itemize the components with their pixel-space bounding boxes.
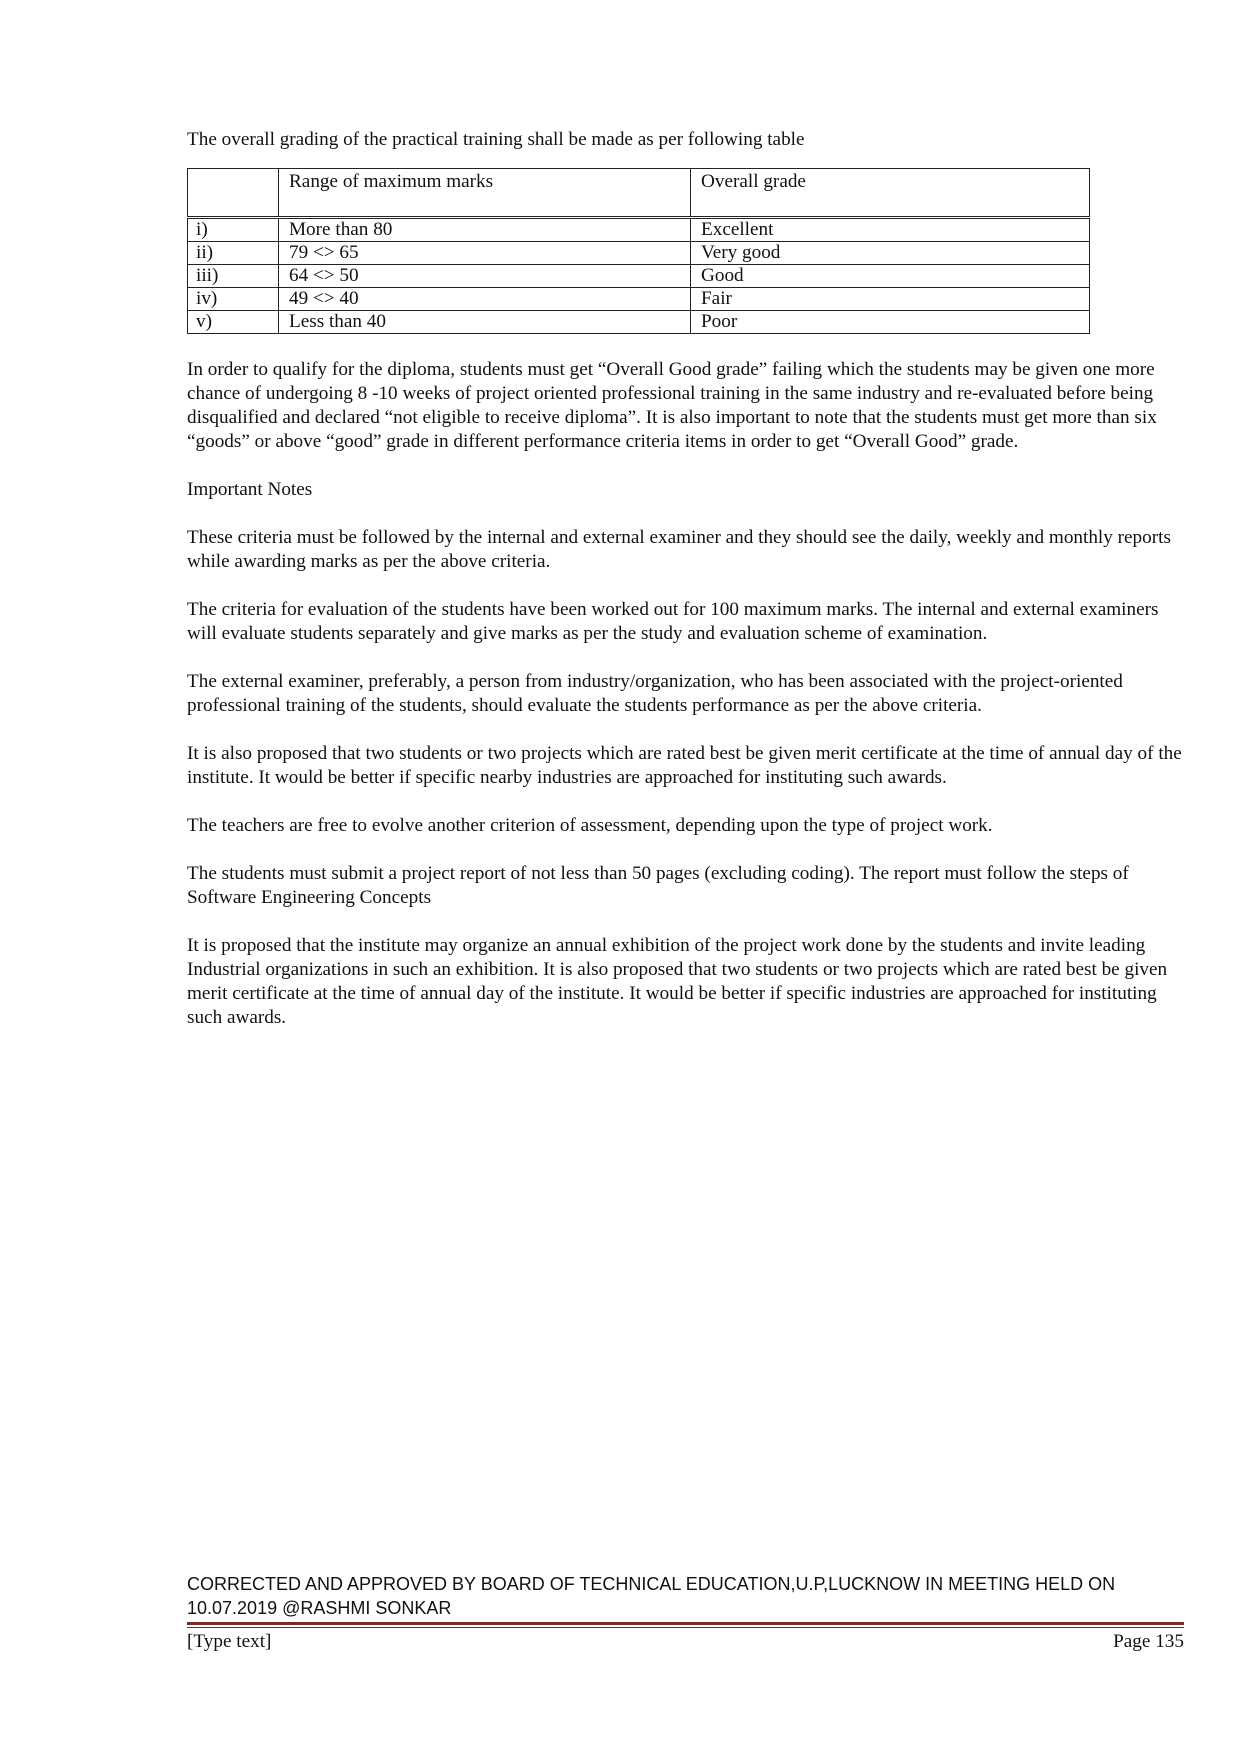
row-range: More than 80 <box>279 218 691 242</box>
row-index: ii) <box>188 242 279 265</box>
row-index: v) <box>188 311 279 334</box>
page-content <box>187 128 1187 1054</box>
note-paragraph: The students must submit a project report of not less than 50 pages (excluding coding). The report must follow the steps of Software Engineering Concepts <box>187 863 1129 908</box>
footer-left-text: [Type text] <box>187 1631 272 1652</box>
note-paragraph: These criteria must be followed by the internal and external examiner and they should see the daily, weekly and monthly reports while awarding marks as per the above criteria. <box>187 527 1171 572</box>
row-grade: Good <box>691 265 1090 288</box>
row-range: Less than 40 <box>279 311 691 334</box>
table-row <box>188 242 1090 265</box>
row-grade: Very good <box>691 242 1090 265</box>
note-paragraph: The teachers are free to evolve another criterion of assessment, depending upon the type of project work. <box>187 815 993 836</box>
row-index: iii) <box>188 265 279 288</box>
table-row <box>188 265 1090 288</box>
important-notes-heading: Important Notes <box>187 479 313 500</box>
table-row <box>188 311 1090 334</box>
header-cell-range: Range of maximum marks <box>279 169 691 218</box>
intro-paragraph: The overall grading of the practical training shall be made as per following table <box>187 129 805 150</box>
row-range: 79 <> 65 <box>279 242 691 265</box>
header-cell-grade: Overall grade <box>691 169 1090 218</box>
approval-footer-text: CORRECTED AND APPROVED BY BOARD OF TECHNICAL EDUCATION,U.P,LUCKNOW IN MEETING HELD ON 10.07.2019 @RASHMI SONKAR <box>187 1574 1116 1618</box>
row-range: 49 <> 40 <box>279 288 691 311</box>
page-number: Page 135 <box>1113 1631 1184 1652</box>
grading-table <box>187 168 1090 334</box>
note-paragraph: The external examiner, preferably, a person from industry/organization, who has been associated with the project-oriented professional training of the students, should evaluate the students performance as per the above criteria. <box>187 671 1123 716</box>
table-row <box>188 288 1090 311</box>
row-grade: Poor <box>691 311 1090 334</box>
row-grade: Fair <box>691 288 1090 311</box>
footer-rule-thin <box>187 1627 1184 1628</box>
qualification-paragraph: In order to qualify for the diploma, students must get “Overall Good grade” failing which the students may be given one more chance of undergoing 8 -10 weeks of project oriented professional training in the same industry and re-evaluated before being disqualified and declared “not eligible to receive diploma”. It is also important to note that the students must get more than six “goods” or above “good” grade in different performance criteria items in order to get “Overall Good” grade. <box>187 359 1157 452</box>
header-cell-index <box>188 169 279 218</box>
note-paragraph: The criteria for evaluation of the students have been worked out for 100 maximum marks. The internal and external examiners will evaluate students separately and give marks as per the study and evaluation scheme of examination. <box>187 599 1159 644</box>
table-row <box>188 218 1090 242</box>
row-grade: Excellent <box>691 218 1090 242</box>
table-header-row <box>188 169 1090 218</box>
row-index: iv) <box>188 288 279 311</box>
note-paragraph: It is also proposed that two students or two projects which are rated best be given merit certificate at the time of annual day of the institute. It would be better if specific nearby industries are approached for instituting such awards. <box>187 743 1182 788</box>
row-index: i) <box>188 218 279 242</box>
row-range: 64 <> 50 <box>279 265 691 288</box>
note-paragraph: It is proposed that the institute may organize an annual exhibition of the project work done by the students and invite leading Industrial organizations in such an exhibition. It is also proposed that two students or two projects which are rated best be given merit certificate at the time of annual day of the institute. It would be better if specific industries are approached for instituting such awards. <box>187 935 1168 1028</box>
footer-rule-thick <box>187 1622 1184 1625</box>
